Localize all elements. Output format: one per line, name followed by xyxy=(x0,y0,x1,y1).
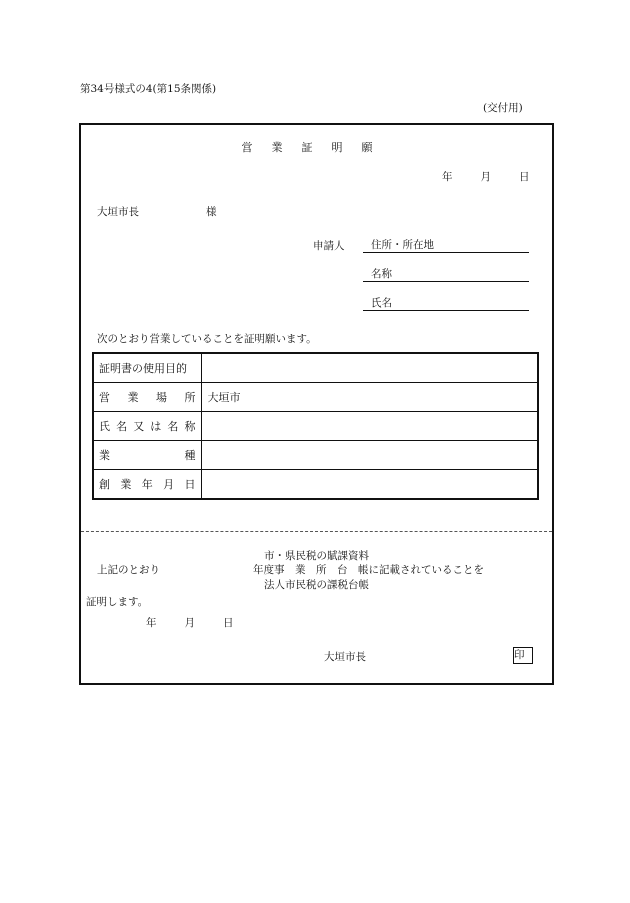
seal-box: 印 xyxy=(513,647,533,664)
table-row xyxy=(93,412,538,441)
copy-type-label: (交付用) xyxy=(483,102,523,114)
purpose-value-cell[interactable] xyxy=(201,353,538,383)
industry-value-cell[interactable] xyxy=(201,441,538,470)
certification-line-top: 市・県民税の賦課資料 xyxy=(264,550,369,562)
mayor-signature: 大垣市長 xyxy=(324,651,366,663)
name-value-cell[interactable] xyxy=(201,412,538,441)
applicant-label: 申請人 xyxy=(313,240,345,252)
form-title: 営業証明願 xyxy=(241,141,392,154)
applicant-address-label: 住所・所在地 xyxy=(371,239,434,251)
cert-day-label: 日 xyxy=(223,617,234,629)
table-row xyxy=(93,441,538,470)
applicant-address-field[interactable] xyxy=(363,237,529,253)
table-row xyxy=(93,470,538,500)
row-label-industry xyxy=(93,441,201,470)
applicant-entity-label: 名称 xyxy=(371,268,392,280)
name-label: 氏 名 又 は 名 称 xyxy=(99,420,196,433)
form-number-label: 第34号様式の4(第15条関係) xyxy=(80,83,217,95)
certification-end: 証明します。 xyxy=(86,596,149,608)
industry-label: 業 種 xyxy=(99,449,196,462)
application-date xyxy=(442,169,530,184)
business-location-label: 営 業 場 所 xyxy=(99,391,196,404)
certification-line-bottom: 法人市民税の課税台帳 xyxy=(264,579,369,591)
founding-date-value-cell[interactable] xyxy=(201,470,538,500)
date-year-label: 年 xyxy=(442,171,453,183)
certification-date xyxy=(146,615,234,630)
row-label-name xyxy=(93,412,201,441)
addressee-honorific: 様 xyxy=(206,206,217,218)
request-statement: 次のとおり営業していることを証明願います。 xyxy=(97,333,317,345)
applicant-person-name-field[interactable] xyxy=(363,295,529,311)
addressee: 大垣市長 xyxy=(97,206,139,218)
table-row xyxy=(93,383,538,412)
row-label-purpose: 証明書の使用目的 xyxy=(93,353,201,383)
table-row xyxy=(93,353,538,383)
date-month-label: 月 xyxy=(480,171,491,183)
certification-line-middle: 年度事 業 所 台 帳に記載されていることを xyxy=(253,564,484,576)
founding-date-label: 創 業 年 月 日 xyxy=(99,478,196,491)
row-label-business-location xyxy=(93,383,201,412)
date-day-label: 日 xyxy=(519,171,530,183)
applicant-person-label: 氏名 xyxy=(371,297,392,309)
cert-month-label: 月 xyxy=(184,617,195,629)
row-label-founding-date xyxy=(93,470,201,500)
certification-prefix: 上記のとおり xyxy=(97,564,160,576)
form-frame xyxy=(79,123,554,685)
applicant-name-of-entity-field[interactable] xyxy=(363,266,529,282)
business-info-table xyxy=(92,352,539,500)
business-location-value-cell[interactable]: 大垣市 xyxy=(201,383,538,412)
cut-line-divider xyxy=(81,531,552,532)
cert-year-label: 年 xyxy=(146,617,157,629)
